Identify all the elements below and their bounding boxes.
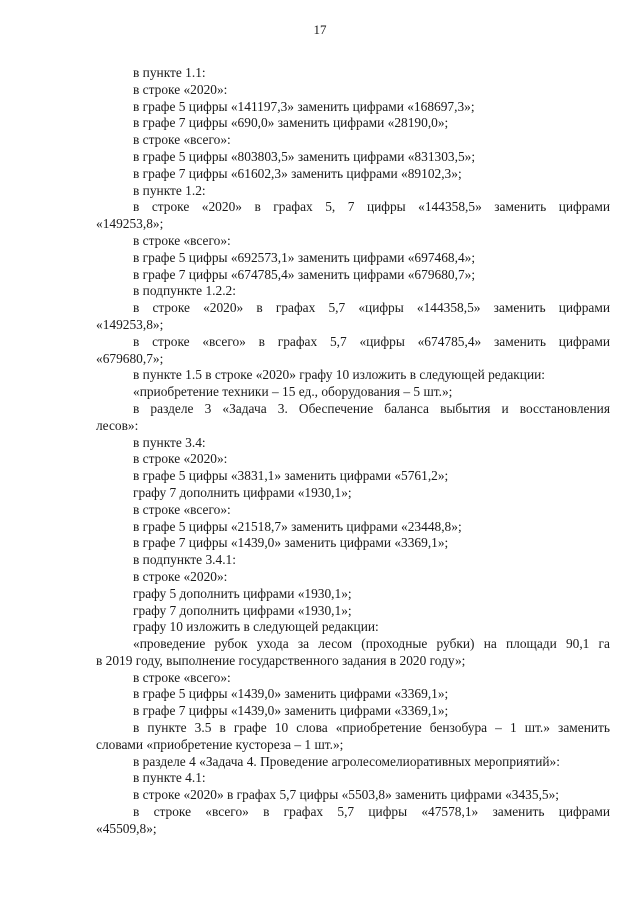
text-line: графу 5 дополнить цифрами «1930,1»;	[133, 585, 352, 601]
text-line: в графе 7 цифры «690,0» заменить цифрами «28190,0»;	[133, 115, 449, 131]
text-line: в строке «всего» в графах 5,7 «цифры «674785,4» заменить цифрами	[133, 333, 610, 349]
text-line: «приобретение техники – 15 ед., оборудования – 5 шт.»;	[133, 384, 453, 400]
text-line: в разделе 4 «Задача 4. Проведение агролесомелиоративных мероприятий»:	[133, 753, 560, 769]
text-line: в пункте 3.5 в графе 10 слова «приобретение бензобура – 1 шт.» заменить	[133, 720, 610, 736]
text-line: в графе 5 цифры «692573,1» заменить цифрами «697468,4»;	[133, 249, 476, 265]
text-line: «45509,8»;	[96, 820, 157, 836]
document-body	[96, 65, 610, 838]
text-line: в строке «всего»:	[133, 132, 231, 148]
text-line: в графе 5 цифры «1439,0» заменить цифрами «3369,1»;	[133, 686, 449, 702]
text-line: «679680,7»;	[96, 350, 164, 366]
text-line: в графе 7 цифры «1439,0» заменить цифрами «3369,1»;	[133, 535, 449, 551]
page-number: 17	[313, 22, 327, 37]
text-line: в графе 7 цифры «1439,0» заменить цифрами «3369,1»;	[133, 703, 449, 719]
text-line: в графе 5 цифры «141197,3» заменить цифрами «168697,3»;	[133, 98, 475, 114]
text-line: в 2019 году, выполнение государственного задания в 2020 году»;	[96, 652, 466, 668]
text-line: в графе 7 цифры «674785,4» заменить цифрами «679680,7»;	[133, 266, 476, 282]
text-line: в строке «2020» в графах 5,7 цифры «5503,8» заменить цифрами «3435,5»;	[133, 787, 560, 803]
text-line: в строке «всего»:	[133, 669, 231, 685]
text-line: графу 7 дополнить цифрами «1930,1»;	[133, 484, 352, 500]
text-line: в пункте 1.1:	[133, 65, 206, 80]
text-line: «149253,8»;	[96, 216, 164, 232]
text-line: в строке «2020» в графах 5, 7 цифры «144358,5» заменить цифрами	[133, 199, 610, 215]
text-line: в пункте 1.5 в строке «2020» графу 10 изложить в следующей редакции:	[133, 367, 546, 383]
text-line: в строке «2020» в графах 5,7 «цифры «144358,5» заменить цифрами	[133, 300, 610, 316]
text-line: в разделе 3 «Задача 3. Обеспечение баланса выбытия и восстановления	[133, 400, 610, 416]
text-line: в строке «всего» в графах 5,7 цифры «47578,1» заменить цифрами	[133, 804, 610, 820]
text-line: графу 10 изложить в следующей редакции:	[133, 619, 379, 635]
text-line: в строке «2020»:	[133, 568, 228, 584]
text-line: в пункте 4.1:	[133, 770, 206, 786]
text-line: в графе 5 цифры «3831,1» заменить цифрами «5761,2»;	[133, 468, 449, 484]
text-line: словами «приобретение кустореза – 1 шт.»;	[96, 736, 344, 752]
text-line: в графе 5 цифры «803803,5» заменить цифрами «831303,5»;	[133, 148, 476, 164]
text-line: в подпункте 1.2.2:	[133, 283, 236, 299]
text-line: в пункте 1.2:	[133, 182, 206, 198]
text-line: графу 7 дополнить цифрами «1930,1»;	[133, 602, 352, 618]
text-line: в пункте 3.4:	[133, 434, 206, 450]
text-line: «проведение рубок ухода за лесом (проходные рубки) на площади 90,1 га	[133, 636, 610, 652]
text-line: в графе 7 цифры «61602,3» заменить цифрами «89102,3»;	[133, 165, 462, 181]
text-line: в строке «всего»:	[133, 501, 231, 517]
text-line: в строке «всего»:	[133, 232, 231, 248]
text-line: в подпункте 3.4.1:	[133, 552, 236, 568]
text-line: в строке «2020»:	[133, 451, 228, 467]
text-line: лесов»:	[96, 417, 139, 433]
text-line: в графе 5 цифры «21518,7» заменить цифрами «23448,8»;	[133, 518, 462, 534]
text-line: в строке «2020»:	[133, 81, 228, 97]
text-line: «149253,8»;	[96, 316, 164, 332]
